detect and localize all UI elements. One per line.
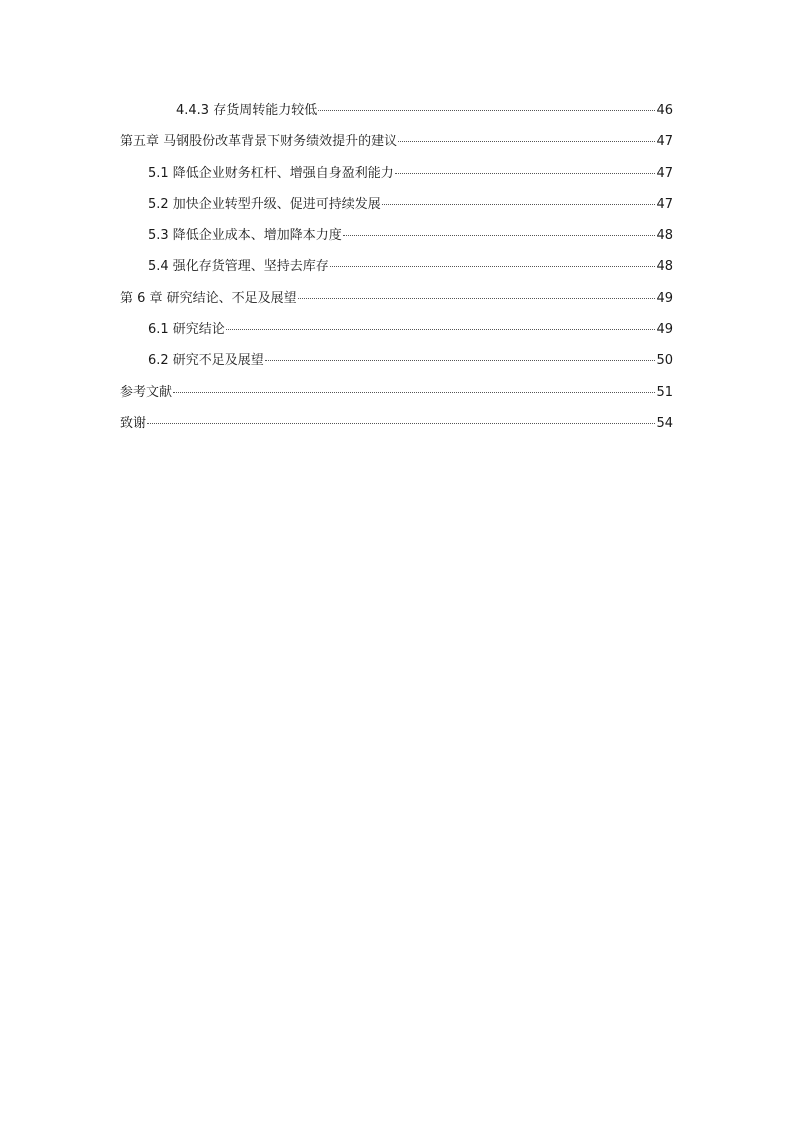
toc-entry[interactable] bbox=[120, 194, 673, 225]
toc-entry[interactable] bbox=[120, 163, 673, 194]
toc-entry-title: 5.3 降低企业成本、增加降本力度 bbox=[148, 228, 342, 244]
toc-dot-leader bbox=[173, 392, 655, 393]
toc-entry-title: 5.1 降低企业财务杠杆、增强自身盈利能力 bbox=[148, 165, 394, 181]
toc-entry-page: 48 bbox=[656, 228, 673, 244]
toc-entry-title: 第五章 马钢股份改革背景下财务绩效提升的建议 bbox=[120, 134, 398, 150]
toc-entry-title: 第 6 章 研究结论、不足及展望 bbox=[120, 290, 297, 306]
toc-entry[interactable] bbox=[120, 225, 673, 256]
toc-entry-title: 6.2 研究不足及展望 bbox=[148, 353, 264, 369]
toc-dot-leader bbox=[298, 298, 656, 299]
toc-entry-page: 47 bbox=[656, 134, 673, 150]
toc-entry-page: 50 bbox=[656, 353, 673, 369]
toc-entry[interactable] bbox=[120, 350, 673, 381]
toc-dot-leader bbox=[398, 141, 655, 142]
toc-dot-leader bbox=[395, 173, 656, 174]
toc-entry-page: 54 bbox=[656, 415, 673, 431]
toc-entry-title: 致谢 bbox=[120, 415, 147, 431]
toc-entry[interactable] bbox=[120, 131, 673, 162]
toc-entry-page: 47 bbox=[656, 196, 673, 212]
toc-entry[interactable] bbox=[120, 319, 673, 350]
toc-entry-page: 49 bbox=[656, 290, 673, 306]
toc-entry[interactable] bbox=[120, 413, 673, 444]
toc-entry-title: 参考文献 bbox=[120, 384, 173, 400]
toc-entry-page: 47 bbox=[656, 165, 673, 181]
toc-dot-leader bbox=[265, 360, 656, 361]
toc-entry-title: 4.4.3 存货周转能力较低 bbox=[176, 103, 318, 118]
toc-dot-leader bbox=[330, 266, 656, 267]
toc-dot-leader bbox=[318, 110, 655, 111]
toc-dot-leader bbox=[226, 329, 656, 330]
toc-entry-page: 46 bbox=[656, 103, 673, 118]
toc-dot-leader bbox=[147, 423, 655, 424]
toc-entry[interactable] bbox=[120, 288, 673, 319]
toc-entry-title: 5.2 加快企业转型升级、促进可持续发展 bbox=[148, 196, 381, 212]
toc-entry-title: 6.1 研究结论 bbox=[148, 322, 225, 338]
toc-dot-leader bbox=[382, 204, 656, 205]
toc-entry[interactable] bbox=[120, 256, 673, 287]
table-of-contents bbox=[120, 100, 673, 444]
toc-entry-page: 49 bbox=[656, 322, 673, 338]
toc-entry-page: 51 bbox=[656, 384, 673, 400]
toc-entry-title: 5.4 强化存货管理、坚持去库存 bbox=[148, 259, 329, 275]
toc-dot-leader bbox=[343, 235, 656, 236]
toc-entry-page: 48 bbox=[656, 259, 673, 275]
toc-entry[interactable] bbox=[120, 100, 673, 131]
toc-entry[interactable] bbox=[120, 382, 673, 413]
